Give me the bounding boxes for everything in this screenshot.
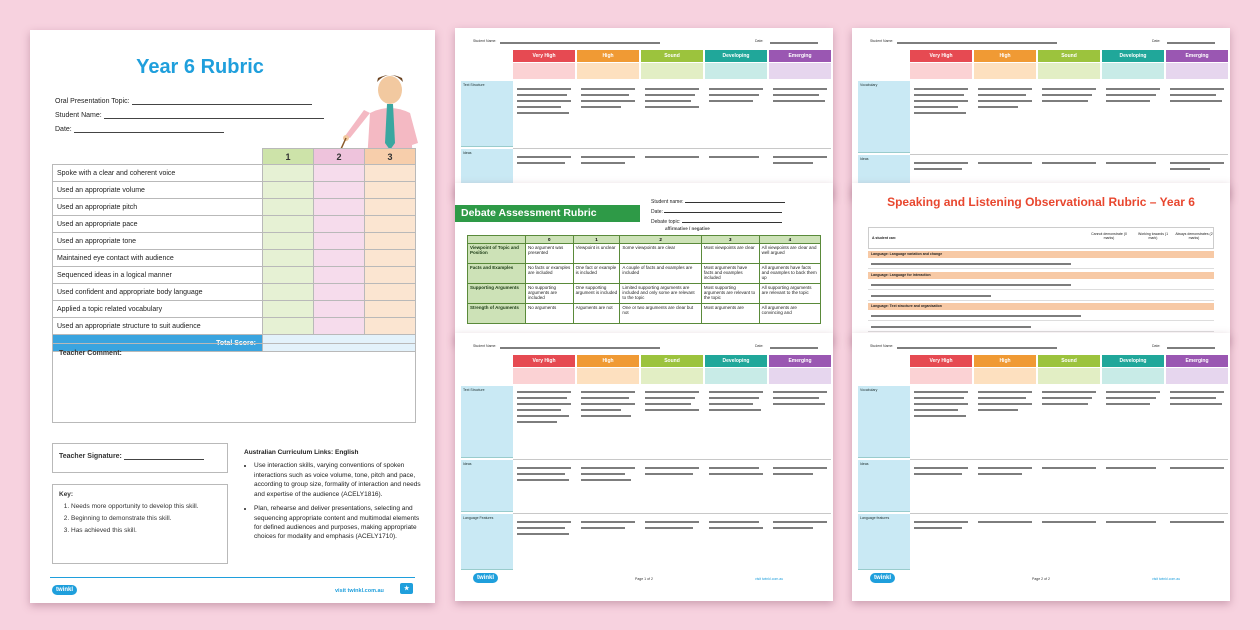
score-cell[interactable] (314, 182, 365, 199)
band-high: High (974, 355, 1036, 367)
score-cell[interactable] (263, 267, 314, 284)
debate-rubric-sheet (455, 183, 833, 343)
debate-cell[interactable]: Arguments are not (573, 304, 620, 324)
debate-cell[interactable]: Limited supporting arguments are included and only some are relevant to the topic (620, 284, 701, 304)
score-cell[interactable] (314, 233, 365, 250)
debate-cell[interactable]: One supporting argument is included (573, 284, 620, 304)
debate-cell[interactable]: Viewpoint is unclear (573, 244, 620, 264)
date-label: Date: (755, 39, 764, 43)
curriculum-title: Australian Curriculum Links: English (244, 449, 359, 456)
debate-row-label: Viewpoint of Topic and Position (468, 244, 526, 264)
band-emerging: Emerging (1166, 355, 1228, 367)
score-header: 0 (526, 236, 574, 244)
debate-date-label: Date: (651, 209, 663, 215)
curriculum-point: • Use interaction skills, varying conventions of spoken interactions such as voice volume, tone, pitch and pace, according to group size, formality of interaction and needs and expertise of the audience (ACELY1816). (254, 461, 422, 499)
score-cell[interactable] (263, 284, 314, 301)
band-emerging: Emerging (769, 355, 831, 367)
score-cell[interactable] (263, 233, 314, 250)
date-label: Date: (1152, 39, 1161, 43)
key-box (52, 484, 228, 564)
date-label: Date: (55, 126, 72, 133)
topic-field[interactable] (55, 98, 325, 105)
row-label: Text Structure (461, 386, 513, 458)
debate-cell[interactable]: Most supporting arguments are relevant to the topic (701, 284, 759, 304)
date-field[interactable] (55, 126, 325, 133)
score-cell[interactable] (365, 216, 416, 233)
score-header: 4 (759, 236, 820, 244)
band-high: High (577, 355, 639, 367)
speaking-header-row (868, 227, 1214, 249)
band-developing: Developing (705, 355, 767, 367)
table-row (468, 284, 821, 304)
score-cell[interactable] (365, 165, 416, 182)
twinkl-logo: twinkl (473, 573, 498, 583)
score-cell[interactable] (365, 250, 416, 267)
band-developing: Developing (1102, 355, 1164, 367)
debate-fields (651, 197, 785, 227)
row-label: Ideas (858, 460, 910, 512)
criterion-label: Used an appropriate pace (53, 216, 263, 233)
table-row (468, 304, 821, 324)
score-header: 2 (620, 236, 701, 244)
score-header: 1 (573, 236, 620, 244)
table-row (53, 267, 416, 284)
page-number: Page 1 of 2 (635, 577, 653, 581)
column-3-header: 3 (365, 149, 416, 165)
table-row (53, 250, 416, 267)
list-item[interactable] (868, 259, 1214, 269)
band-sound: Sound (641, 355, 703, 367)
column-header: Cannot demonstrate (0 marks) (1091, 232, 1127, 240)
score-cell[interactable] (314, 250, 365, 267)
debate-cell[interactable]: A couple of facts and examples are included (620, 264, 701, 284)
band-emerging: Emerging (769, 50, 831, 62)
score-header: 3 (701, 236, 759, 244)
band-developing: Developing (1102, 50, 1164, 62)
page-number: Page 2 of 2 (1032, 577, 1050, 581)
speaking-title: Speaking and Listening Observational Rubric – Year 6 (887, 195, 1195, 209)
score-cell[interactable] (263, 182, 314, 199)
key-item: 2. Beginning to demonstrate this skill. (71, 515, 221, 522)
criterion-label: Used confident and appropriate body language (53, 284, 263, 301)
debate-cell[interactable]: One fact or example is included (573, 264, 620, 284)
footer-link[interactable]: visit twinkl.com.au (1152, 577, 1181, 581)
year6-rubric-sheet (30, 30, 435, 603)
date-label: Date: (1152, 344, 1161, 348)
debate-row-label: Strength of Arguments (468, 304, 526, 324)
criterion-label: Applied a topic related vocabulary (53, 301, 263, 318)
score-cell[interactable] (365, 301, 416, 318)
debate-topic-label: Debate topic: (651, 219, 681, 225)
criterion-label: Sequenced ideas in a logical manner (53, 267, 263, 284)
criterion-label: Used an appropriate volume (53, 182, 263, 199)
row-label: Ideas (858, 155, 910, 195)
curriculum-point: • Plan, rehearse and deliver presentations, selecting and sequencing appropriate content and multimodal elements for defined audiences and purposes, making appropriate choices for modality and emphasis (ACELY1710). (254, 504, 422, 542)
narrative-rubric-sheet-bottom (455, 333, 833, 601)
band-developing: Developing (705, 50, 767, 62)
table-row (53, 301, 416, 318)
column-header: Always demonstrates (2 marks) (1175, 232, 1213, 240)
key-item: 3. Has achieved this skill. (71, 527, 221, 534)
criterion-label: Maintained eye contact with audience (53, 250, 263, 267)
criterion-label: Used an appropriate tone (53, 233, 263, 250)
column-2-header: 2 (314, 149, 365, 165)
score-cell[interactable] (365, 233, 416, 250)
list-item[interactable] (868, 311, 1214, 321)
debate-cell[interactable]: Most arguments are (701, 304, 759, 324)
row-label: Language features (858, 514, 910, 570)
band-high: High (577, 50, 639, 62)
section-header: Language: Language variation and change (868, 251, 1214, 258)
key-title: Key: (59, 491, 74, 498)
row-label: Text Structure (461, 81, 513, 147)
student-name-field[interactable] (55, 112, 325, 119)
debate-row-label: Facts and Examples (468, 264, 526, 284)
score-cell[interactable] (365, 267, 416, 284)
key-item: 1. Needs more opportunity to develop this skill. (71, 503, 221, 510)
debate-title: Debate Assessment Rubric (455, 205, 640, 222)
student-name-label: Student Name: (55, 112, 102, 119)
student-can-label: A student can: (872, 236, 897, 240)
debate-cell[interactable]: All arguments are convincing and (759, 304, 820, 324)
speaking-listening-sheet (852, 183, 1230, 343)
total-score-label: Total Score: (53, 335, 263, 352)
score-cell[interactable] (314, 318, 365, 335)
debate-table (467, 235, 821, 324)
score-cell[interactable] (365, 284, 416, 301)
band-high: High (974, 50, 1036, 62)
row-label: Ideas (461, 149, 513, 189)
debate-date-field[interactable] (651, 207, 785, 217)
table-row (468, 264, 821, 284)
score-cell[interactable] (314, 284, 365, 301)
curriculum-links (244, 448, 422, 542)
teacher-signature-box[interactable] (52, 443, 228, 473)
debate-cell[interactable]: All arguments have facts and examples to back them up (759, 264, 820, 284)
table-row (53, 216, 416, 233)
table-row (53, 233, 416, 250)
band-very-high: Very High (513, 355, 575, 367)
footer (30, 577, 435, 603)
criterion-label: Spoke with a clear and coherent voice (53, 165, 263, 182)
debate-student-field[interactable] (651, 197, 785, 207)
teacher-signature-label: Teacher Signature: (59, 453, 122, 460)
persuasive-rubric-sheet-bottom (852, 333, 1230, 601)
band-sound: Sound (1038, 50, 1100, 62)
debate-cell[interactable]: Most arguments have facts and examples included (701, 264, 759, 284)
student-name-label: Student Name: (473, 344, 497, 348)
table-row (468, 244, 821, 264)
score-cell[interactable] (314, 199, 365, 216)
column-header: Working towards (1 mark) (1137, 232, 1169, 240)
list-item[interactable] (868, 322, 1214, 332)
debate-cell[interactable]: Most viewpoints are clear (701, 244, 759, 264)
table-row (53, 182, 416, 199)
band-sound: Sound (1038, 355, 1100, 367)
score-cell[interactable] (314, 301, 365, 318)
page-title: Year 6 Rubric (136, 56, 264, 78)
partner-badge-icon: ★ (400, 583, 413, 594)
table-row (53, 199, 416, 216)
debate-cell[interactable]: No facts or examples are included (526, 264, 574, 284)
score-cell[interactable] (263, 216, 314, 233)
row-label: Vocabulary (858, 386, 910, 458)
debate-row-label: Supporting Arguments (468, 284, 526, 304)
footer-link[interactable]: visit twinkl.com.au (755, 577, 784, 581)
persuasive-rubric-sheet-top (852, 28, 1230, 198)
score-cell[interactable] (365, 318, 416, 335)
score-cell[interactable] (263, 250, 314, 267)
debate-student-label: Student name: (651, 199, 684, 205)
student-name-label: Student Name: (473, 39, 497, 43)
student-name-label: Student Name: (870, 39, 894, 43)
score-cell[interactable] (263, 199, 314, 216)
row-label: Vocabulary (858, 81, 910, 153)
row-label: Language Features (461, 514, 513, 570)
score-cell[interactable] (314, 165, 365, 182)
student-name-label: Student Name: (870, 344, 894, 348)
debate-cell[interactable]: All viewpoints are clear and well argued (759, 244, 820, 264)
table-row (53, 284, 416, 301)
footer-link[interactable]: visit twinkl.com.au (335, 588, 384, 594)
table-row (53, 318, 416, 335)
table-row (53, 165, 416, 182)
criterion-label: Used an appropriate structure to suit audience (53, 318, 263, 335)
debate-cell[interactable]: Some viewpoints are clear (620, 244, 701, 264)
score-cell[interactable] (314, 267, 365, 284)
score-cell[interactable] (263, 301, 314, 318)
band-sound: Sound (641, 50, 703, 62)
row-label: Ideas (461, 460, 513, 512)
score-cell[interactable] (365, 199, 416, 216)
criteria-table (52, 148, 416, 352)
band-very-high: Very High (910, 50, 972, 62)
list-item[interactable] (868, 280, 1214, 290)
date-label: Date: (755, 344, 764, 348)
score-cell[interactable] (314, 216, 365, 233)
debate-cell[interactable]: No arguments (526, 304, 574, 324)
band-emerging: Emerging (1166, 50, 1228, 62)
teacher-comment-label: Teacher Comment: (59, 350, 122, 357)
debate-side: affirmative / negative (665, 226, 710, 231)
debate-cell[interactable]: One or two arguments are clear but not (620, 304, 701, 324)
list-item[interactable] (868, 291, 1214, 301)
narrative-rubric-sheet-top (455, 28, 833, 198)
debate-cell[interactable]: No argument was presented (526, 244, 574, 264)
topic-label: Oral Presentation Topic: (55, 98, 130, 105)
column-1-header: 1 (263, 149, 314, 165)
score-cell[interactable] (263, 318, 314, 335)
twinkl-logo: twinkl (52, 585, 77, 595)
score-cell[interactable] (263, 165, 314, 182)
section-header: Language: Text structure and organisation (868, 303, 1214, 310)
teacher-comment-box[interactable] (52, 343, 416, 423)
debate-cell[interactable]: No supporting arguments are included (526, 284, 574, 304)
band-very-high: Very High (910, 355, 972, 367)
band-very-high: Very High (513, 50, 575, 62)
score-cell[interactable] (365, 182, 416, 199)
criterion-label: Used an appropriate pitch (53, 199, 263, 216)
debate-cell[interactable]: All supporting arguments are relevant to the topic (759, 284, 820, 304)
section-header: Language: Language for interaction (868, 272, 1214, 279)
twinkl-logo: twinkl (870, 573, 895, 583)
